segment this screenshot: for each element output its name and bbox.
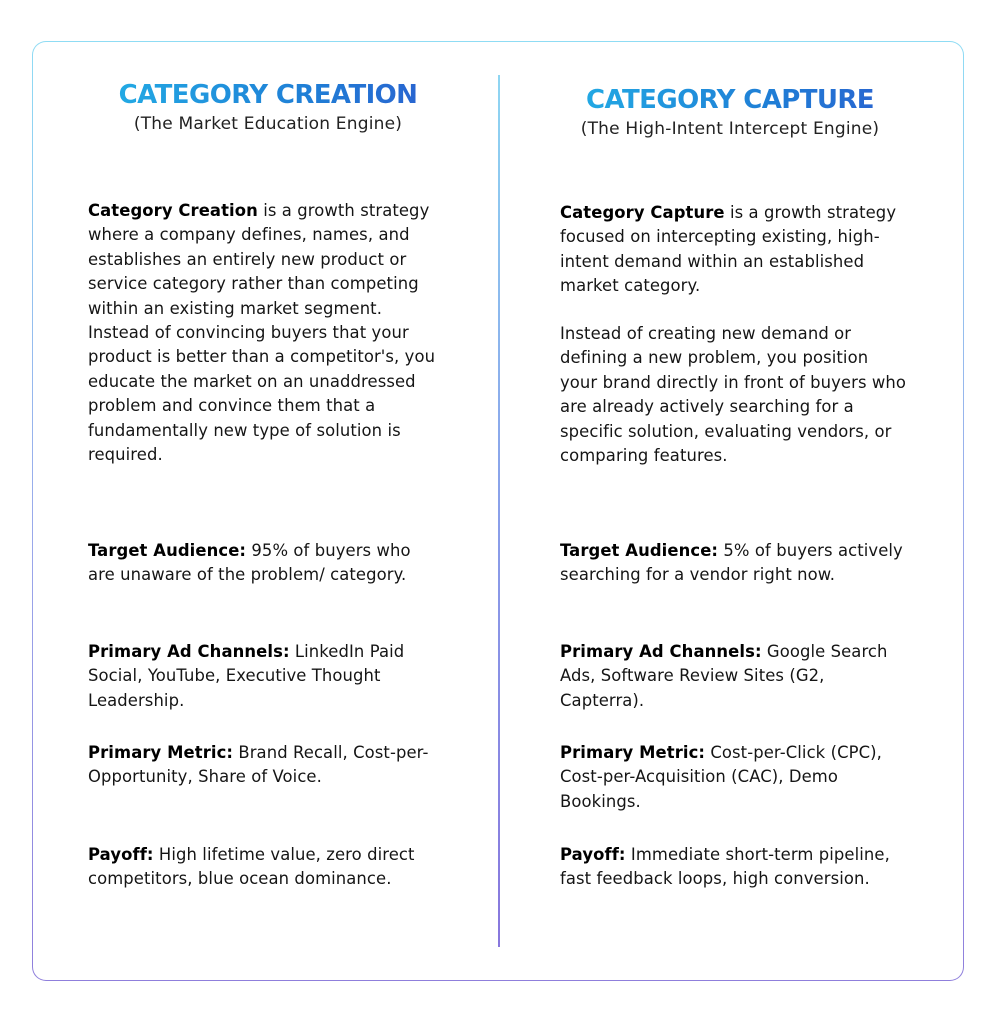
right-target-audience: [560, 539, 910, 588]
left-column-title: CATEGORY CREATION: [88, 80, 448, 110]
left-column-header: [88, 80, 448, 136]
left-ad-channels-label: Primary Ad Channels:: [88, 642, 290, 661]
left-explanation: Instead of convincing buyers that your product is better than a competitor's, you educate the market on an unaddressed problem and convince them that a fundamentally new type of solution is required.: [88, 323, 436, 465]
right-primary-metric-value: Cost-per-Click (CPC), Cost-per-Acquisition (CAC), Demo Bookings.: [560, 743, 882, 811]
right-primary-metric-label: Primary Metric:: [560, 743, 706, 762]
right-column-header: [550, 85, 910, 141]
left-definition: [88, 199, 438, 467]
left-ad-channels: [88, 640, 438, 713]
left-ad-channels-value: LinkedIn Paid Social, YouTube, Executive Thought Leadership.: [88, 642, 405, 710]
left-primary-metric: [88, 741, 438, 790]
right-payoff-value: Immediate short-term pipeline, fast feedback loops, high conversion.: [560, 845, 890, 889]
left-target-audience-value: 95% of buyers who are unaware of the problem/ category.: [88, 541, 411, 585]
right-payoff-label: Payoff:: [560, 845, 626, 864]
right-ad-channels: [560, 640, 910, 713]
left-payoff-label: Payoff:: [88, 845, 154, 864]
left-payoff: [88, 843, 438, 892]
right-target-audience-label: Target Audience:: [560, 541, 719, 560]
right-payoff: [560, 843, 910, 892]
right-primary-metric: [560, 741, 910, 814]
left-target-audience: [88, 539, 438, 588]
left-primary-metric-label: Primary Metric:: [88, 743, 234, 762]
left-column-subtitle: (The Market Education Engine): [133, 114, 403, 134]
left-definition-text: is a growth strategy where a company defines, names, and establishes an entirely new product or service category rather than competing within an existing market segment.: [88, 201, 430, 318]
right-column-title: CATEGORY CAPTURE: [550, 85, 910, 115]
right-explanation: Instead of creating new demand or defining a new problem, you position your brand directly in front of buyers who are already actively searching for a specific solution, evaluating vendors, or comparing features.: [560, 324, 907, 466]
right-ad-channels-label: Primary Ad Channels:: [560, 642, 762, 661]
left-payoff-value: High lifetime value, zero direct competitors, blue ocean dominance.: [88, 845, 415, 889]
right-definition: [560, 201, 910, 299]
column-divider: [498, 75, 500, 947]
right-definition-term: Category Capture: [560, 203, 725, 222]
right-ad-channels-value: Google Search Ads, Software Review Sites (G2, Capterra).: [560, 642, 888, 710]
right-definition-text: is a growth strategy focused on intercepting existing, high-intent demand within an established market category.: [560, 203, 897, 296]
left-definition-term: Category Creation: [88, 201, 258, 220]
left-primary-metric-value: Brand Recall, Cost-per-Opportunity, Share of Voice.: [88, 743, 429, 787]
right-target-audience-value: 5% of buyers actively searching for a vendor right now.: [560, 541, 903, 585]
left-target-audience-label: Target Audience:: [88, 541, 247, 560]
right-column-subtitle: (The High-Intent Intercept Engine): [580, 119, 880, 139]
